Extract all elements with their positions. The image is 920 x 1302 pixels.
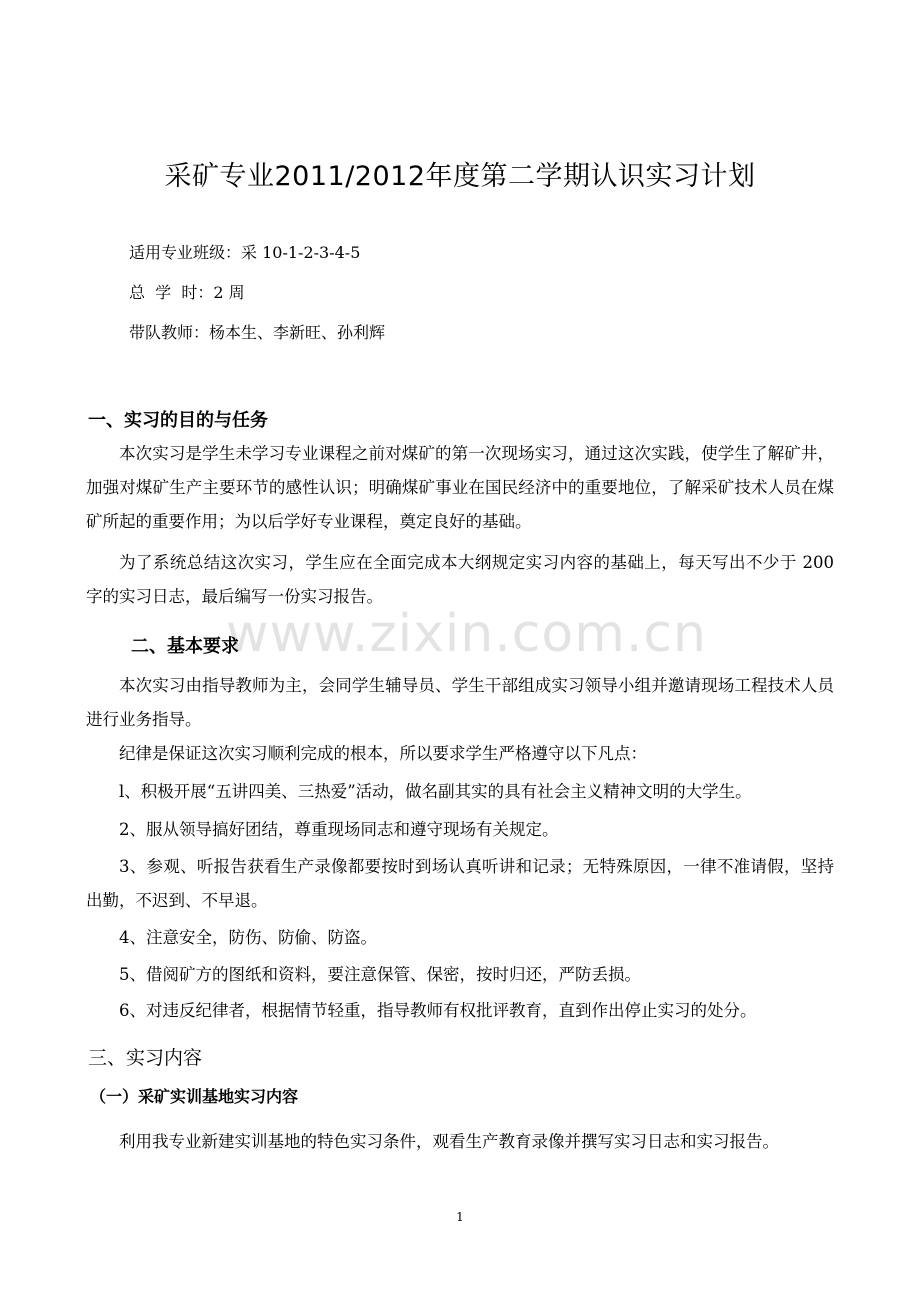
section-3-heading: 三、实习内容 (88, 1047, 203, 1069)
section-1-heading: 一、实习的目的与任务 (88, 410, 268, 431)
section-2-paragraph-2: 纪律是保证这次实习顺利完成的根本，所以要求学生严格遵守以下凡点： (119, 744, 647, 763)
watermark-text: www.zixin.com.cn (226, 604, 707, 664)
rule-item-4: 4、注意安全，防伤、防偷、防盗。 (119, 928, 377, 947)
meta-class: 适用专业班级：采 10-1-2-3-4-5 (129, 243, 361, 262)
meta-hours: 总 学 时：2 周 (129, 283, 245, 302)
section-3-paragraph-1: 利用我专业新建实训基地的特色实习条件，观看生产教育录像并撰写实习日志和实习报告。 (119, 1132, 779, 1151)
rule-item-6: 6、对违反纪律者，根据情节轻重，指导教师有权批评教育，直到作出停止实习的处分。 (119, 1001, 757, 1020)
rule-item-3: 3、参观、听报告获看生产录像都要按时到场认真听讲和记录；无特殊原因，一律不准请假，坚持出勤，不迟到、不早退。 (86, 857, 834, 910)
section-2-heading: 二、基本要求 (131, 636, 239, 657)
rule-item-1: l、积极开展“五讲四美、三热爱”活动，做名副其实的具有社会主义精神文明的大学生。 (119, 782, 752, 801)
section-1-paragraph-2: 为了系统总结这次实习，学生应在全面完成本大纲规定实习内容的基础上，每天写出不少于 200 字的实习日志，最后编写一份实习报告。 (86, 553, 834, 606)
section-1-paragraph-1: 本次实习是学生未学习专业课程之前对煤矿的第一次现场实习，通过这次实践，使学生了解矿井，加强对煤矿生产主要环节的感性认识；明确煤矿事业在国民经济中的重要地位，了解采矿技术人员在煤矿所起的重要作用；为以后学好专业课程，奠定良好的基础。 (86, 444, 834, 531)
rule-item-2: 2、服从领导搞好团结，尊重现场同志和遵守现场有关规定。 (119, 820, 559, 839)
meta-teachers: 带队教师：杨本生、李新旺、孙利辉 (129, 323, 386, 342)
section-3-subheading-1: （一）采矿实训基地实习内容 (90, 1087, 299, 1106)
section-2-paragraph-1: 本次实习由指导教师为主，会同学生辅导员、学生干部组成实习领导小组并邀请现场工程技术人员进行业务指导。 (86, 676, 834, 729)
document-title: 采矿专业2011/2012年度第二学期认识实习计划 (164, 161, 756, 192)
rule-item-5: 5、借阅矿方的图纸和资料，要注意保管、保密，按时归还，严防丢损。 (119, 965, 641, 984)
page-number: 1 (456, 1210, 464, 1224)
